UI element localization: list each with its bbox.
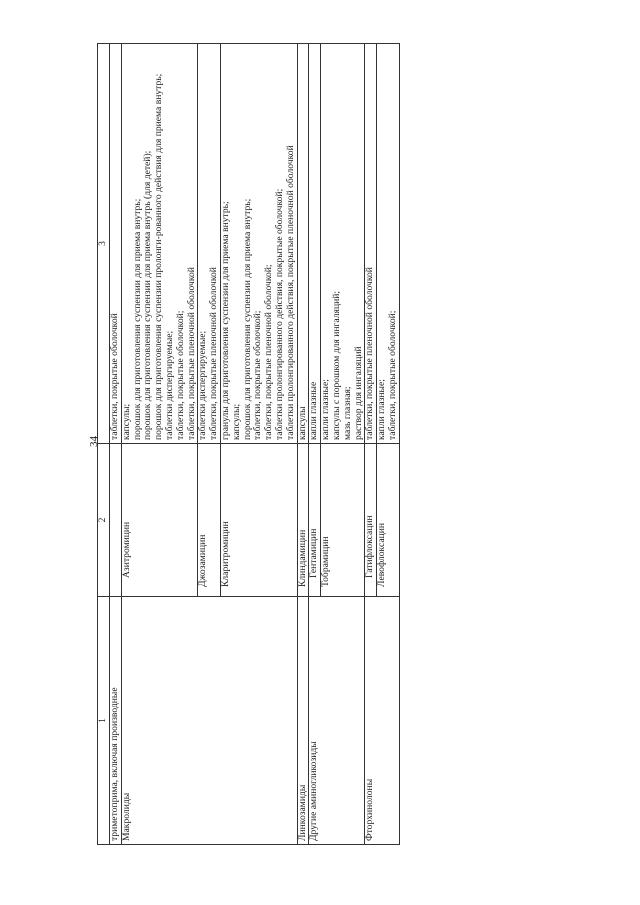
- drug-name-cell: Азитромицин: [121, 444, 198, 597]
- table-row: [321, 44, 365, 845]
- group-cell: Фторхинолоны: [365, 597, 377, 845]
- header-row: [98, 44, 110, 845]
- group-cell: Линкозамиды: [297, 597, 309, 845]
- dosage-form-line: раствор для ингаляций: [352, 346, 364, 440]
- dosage-form-line: таблетки, покрытые оболочкой;: [174, 310, 186, 440]
- dosage-form-line: капсулы с порошком для ингаляций;: [330, 290, 342, 440]
- drug-name-cell: Гатифлоксацин: [365, 444, 377, 597]
- dosage-form-cell: [321, 44, 365, 444]
- drug-name-cell: Клиндамицин: [297, 444, 309, 597]
- header-cell-3: 3: [98, 44, 110, 444]
- dosage-form-cell: [220, 44, 297, 444]
- drug-name-cell: Джозамицин: [198, 444, 221, 597]
- dosage-form-cell: [121, 44, 198, 444]
- group-cell: [198, 597, 221, 845]
- table-row: [110, 44, 122, 845]
- group-cell: Другие аминогликозиды: [309, 597, 321, 845]
- drug-table: [97, 43, 400, 845]
- group-cell: [220, 597, 297, 845]
- header-cell-2: 2: [98, 444, 110, 597]
- dosage-form-line: таблетки, покрытые пленочной оболочкой;: [263, 264, 275, 440]
- dosage-form-line: таблетки, покрытые оболочкой;: [386, 310, 398, 440]
- dosage-form-line: капли глазные;: [376, 379, 388, 440]
- dosage-form-line: порошок для приготовления суспензии для приема внутрь (для детей);: [142, 150, 154, 440]
- table-row: [377, 44, 400, 845]
- drug-name-cell: [110, 444, 122, 597]
- dosage-form-line: капсулы;: [230, 403, 242, 440]
- dosage-form-line: таблетки, покрытые оболочкой: [109, 313, 120, 440]
- group-cell: [321, 597, 365, 845]
- dosage-form-line: порошок для приготовления суспензии для приема внутрь;: [241, 198, 253, 440]
- drug-name-cell: Левофлоксацин: [377, 444, 400, 597]
- dosage-form-line: таблетки пролонгированного действия, покрытые оболочкой;: [273, 188, 285, 440]
- dosage-form-line: мазь глазная;: [341, 386, 353, 440]
- page-number: 34: [88, 436, 100, 447]
- dosage-form-line: таблетки, покрытые оболочкой;: [252, 310, 264, 440]
- table-row: [198, 44, 221, 845]
- dosage-form-line: капсулы: [296, 406, 308, 440]
- dosage-form-line: таблетки диспергируемые;: [163, 330, 175, 440]
- group-cell: Макролиды: [121, 597, 198, 845]
- dosage-form-line: таблетки, покрытые пленочной оболочкой: [208, 267, 220, 440]
- drug-name-cell: Тобрамицин: [321, 444, 365, 597]
- table-row: [220, 44, 297, 845]
- dosage-form-cell: [365, 44, 377, 444]
- table-row: [309, 44, 321, 845]
- dosage-form-line: порошок для приготовления суспензии пролонги-рованного действия для приема внутрь;: [153, 73, 165, 440]
- group-cell: [377, 597, 400, 845]
- dosage-form-cell: [297, 44, 309, 444]
- dosage-form-line: таблетки пролонгированного действия, покрытые пленочной оболочкой: [284, 145, 296, 440]
- header-cell-1: 1: [98, 597, 110, 845]
- group-cell: триметоприма, включая производные: [110, 597, 122, 845]
- dosage-form-line: порошок для приготовления суспензии для приема внутрь;: [131, 198, 143, 440]
- dosage-form-cell: [198, 44, 221, 444]
- dosage-form-line: таблетки диспергируемые;: [197, 330, 209, 440]
- dosage-form-cell: [309, 44, 321, 444]
- dosage-form-line: капли глазные;: [320, 379, 332, 440]
- dosage-form-cell: [110, 44, 122, 444]
- dosage-form-line: таблетки, покрытые пленочной оболочкой: [364, 267, 376, 440]
- drug-name-cell: Кларитромицин: [220, 444, 297, 597]
- drug-name-cell: Гентамицин: [309, 444, 321, 597]
- table-row: [121, 44, 198, 845]
- dosage-form-line: гранулы для приготовления суспензии для приема внутрь;: [219, 201, 231, 440]
- table-row: [365, 44, 377, 845]
- dosage-form-line: капсулы;: [120, 403, 132, 440]
- dosage-form-line: таблетки, покрытые пленочной оболочкой: [185, 267, 197, 440]
- dosage-form-cell: [377, 44, 400, 444]
- dosage-form-line: капли глазные: [308, 381, 320, 440]
- table-row: [297, 44, 309, 845]
- rotated-table-container: [97, 44, 618, 845]
